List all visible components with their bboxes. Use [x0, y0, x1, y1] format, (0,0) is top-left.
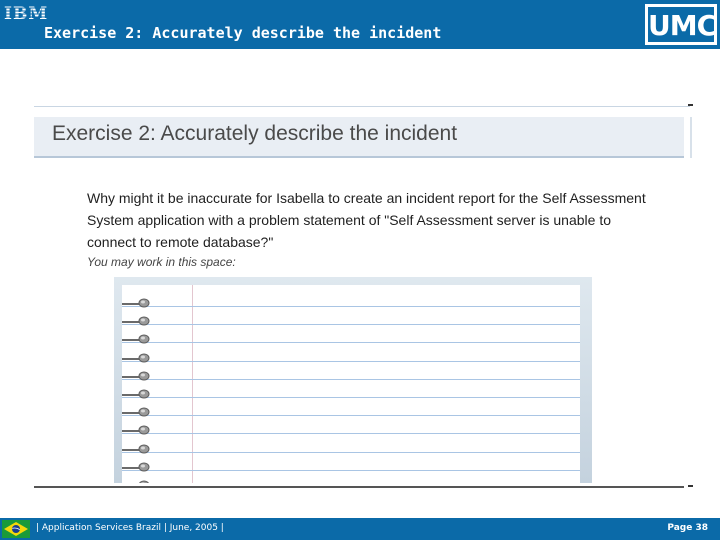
- spiral-ring-icon: [122, 406, 154, 418]
- notepad-ruled-line: [122, 452, 580, 453]
- spiral-ring-icon: [122, 443, 154, 455]
- footer-text: | Application Services Brazil | June, 2005 |: [36, 523, 224, 533]
- notepad: [114, 277, 592, 483]
- spiral-ring-icon: [122, 479, 154, 483]
- notepad-ruled-line: [122, 306, 580, 307]
- notepad-ruled-line: [122, 342, 580, 343]
- slide-bottom-rule: [34, 486, 684, 488]
- notepad-ruled-line: [122, 470, 580, 471]
- notepad-margin-line: [192, 285, 193, 483]
- notepad-ruled-line: [122, 415, 580, 416]
- header-bar: [0, 0, 720, 49]
- spiral-ring-icon: [122, 333, 154, 345]
- corner-tick: [688, 104, 693, 106]
- spiral-ring-icon: [122, 461, 154, 473]
- footer-bar: [0, 518, 720, 540]
- notepad-ruled-line: [122, 361, 580, 362]
- spiral-ring-icon: [122, 424, 154, 436]
- spiral-ring-icon: [122, 352, 154, 364]
- notepad-ruled-line: [122, 324, 580, 325]
- notepad-ruled-line: [122, 379, 580, 380]
- header-title: Exercise 2: Accurately describe the incident: [44, 24, 442, 42]
- notepad-paper: [122, 285, 580, 483]
- spiral-ring-icon: [122, 370, 154, 382]
- spiral-ring-icon: [122, 388, 154, 400]
- slide-title: Exercise 2: Accurately describe the incident: [52, 122, 458, 145]
- umc-logo-text: UMC: [648, 9, 717, 42]
- brazil-flag-icon: [2, 520, 30, 538]
- corner-tick: [688, 485, 693, 487]
- svg-text:IBM: IBM: [4, 4, 49, 22]
- question-text: Why might it be inaccurate for Isabella to create an incident report for the Self Assessment System application with a problem statement of "Self Assessment server is unable to connect to remote database?": [87, 190, 646, 250]
- notepad-ruled-line: [122, 433, 580, 434]
- slide-top-rule: [34, 106, 690, 107]
- spiral-ring-icon: [122, 297, 154, 309]
- notepad-ruled-line: [122, 397, 580, 398]
- page-number: Page 38: [667, 523, 708, 533]
- ibm-logo: [2, 4, 58, 22]
- spiral-ring-icon: [122, 315, 154, 327]
- title-side-rule: [690, 117, 692, 158]
- work-space-hint: You may work in this space:: [87, 255, 236, 269]
- umc-logo: [644, 3, 718, 46]
